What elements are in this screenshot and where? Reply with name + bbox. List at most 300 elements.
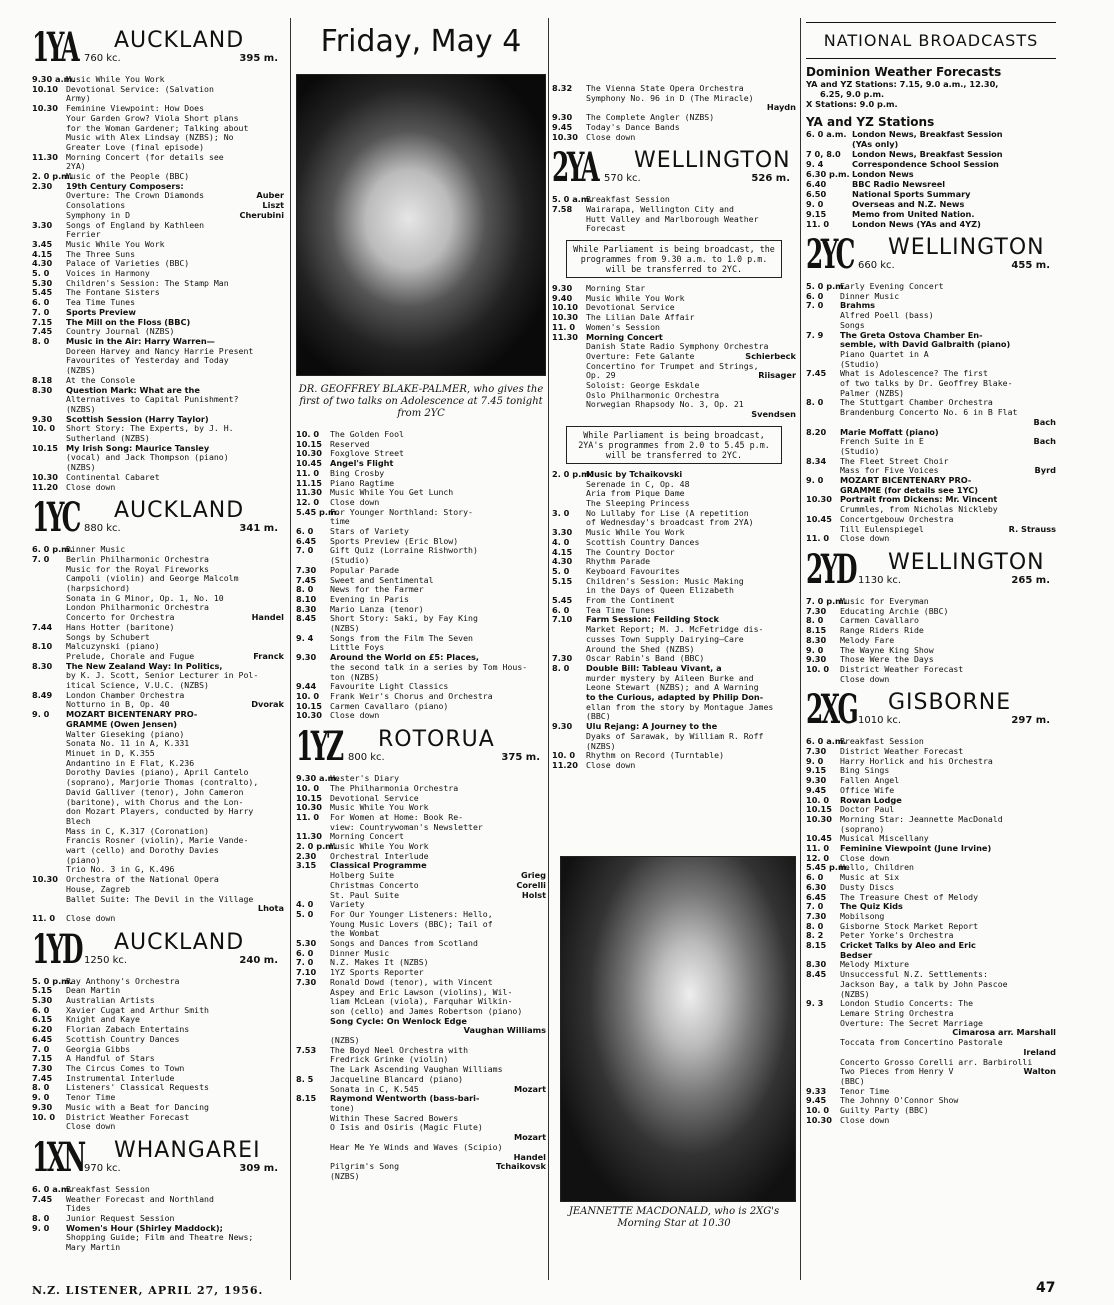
programme-line bbox=[32, 230, 284, 240]
programme-line bbox=[806, 476, 1056, 486]
programme-line bbox=[296, 939, 546, 949]
programme-title: Greater Love (final episode) bbox=[66, 142, 205, 152]
programme-line bbox=[806, 301, 1056, 311]
programme-title: The Philharmonia Orchestra bbox=[330, 783, 459, 793]
programme-time: 9.45 bbox=[806, 785, 827, 795]
programme-time: 7.45 bbox=[32, 1073, 53, 1083]
programme-title: Concertino for Trumpet and Strings, bbox=[586, 361, 759, 371]
programme-time: 10. 0 bbox=[296, 430, 320, 439]
programme-title: Ballet Suite: The Devil in the Village bbox=[66, 894, 254, 904]
programme-title: The Complete Angler (NZBS) bbox=[586, 113, 715, 123]
programme-line bbox=[806, 340, 1056, 350]
programme-line bbox=[806, 428, 1056, 438]
programme-line bbox=[296, 881, 546, 891]
portrait-photo-macdonald bbox=[560, 856, 796, 1202]
programme-title: Piano Quartet in A bbox=[840, 349, 929, 359]
programme-title: Sonata in G Minor, Op. 1, No. 10 bbox=[66, 593, 224, 603]
programme-title: The Fontane Sisters bbox=[66, 288, 160, 298]
programme-line bbox=[296, 1055, 546, 1065]
programme-line bbox=[806, 912, 1056, 922]
programme-line bbox=[296, 488, 546, 498]
programme-time: 11. 0 bbox=[296, 812, 320, 822]
programme-title: 2YA) bbox=[66, 162, 86, 172]
programme-line bbox=[296, 784, 546, 794]
programme-line bbox=[552, 518, 796, 528]
national-broadcasts-heading: NATIONAL BROADCASTS bbox=[806, 22, 1056, 59]
programme-line bbox=[552, 294, 796, 304]
programme-title: Close down bbox=[840, 674, 890, 684]
programme-line bbox=[806, 960, 1056, 970]
programme-line bbox=[32, 376, 284, 386]
programme-title: Overture: The Secret Marriage bbox=[840, 1018, 983, 1028]
station-frequency: 660 kc. bbox=[858, 260, 895, 271]
station-wavelength: 395 m. bbox=[239, 53, 278, 64]
programme-line bbox=[806, 466, 1056, 476]
programme-line bbox=[32, 1103, 284, 1113]
programme-line bbox=[32, 211, 284, 221]
programme-time: 8.30 bbox=[32, 385, 53, 395]
programme-time: 10.15 bbox=[32, 443, 58, 453]
notice-box: While Parliament is being broadcast, 2YA's programmes from 2.0 to 5.45 p.m. will be transferred to 2YC. bbox=[566, 426, 782, 464]
programme-title: Today's Dance Bands bbox=[586, 122, 680, 132]
programme-title: Hans Hotter (baritone) bbox=[66, 622, 175, 632]
programme-line bbox=[806, 369, 1056, 379]
programme-line bbox=[552, 205, 796, 215]
programme-line bbox=[32, 172, 284, 182]
programme-line bbox=[32, 768, 284, 778]
programme-title: Christmas Concerto bbox=[330, 880, 419, 890]
programme-title: murder mystery by Aileen Burke and bbox=[586, 673, 754, 683]
programme-title: Songs and Dances from Scotland bbox=[330, 939, 478, 949]
programme-line bbox=[32, 865, 284, 875]
programme-line bbox=[806, 893, 1056, 903]
programme-line bbox=[552, 645, 796, 655]
day-heading: Friday, May 4 bbox=[320, 24, 522, 59]
programme-line bbox=[552, 470, 796, 480]
programme-line bbox=[296, 1085, 546, 1095]
programme-line bbox=[296, 1123, 546, 1133]
programme-time: 5. 0 bbox=[32, 269, 50, 279]
programme-line bbox=[32, 85, 284, 95]
national-title: Correspondence School Session bbox=[852, 159, 999, 169]
programme-title: Morning Star bbox=[586, 284, 646, 294]
programme-line bbox=[552, 499, 796, 509]
programme-line bbox=[32, 356, 284, 366]
programme-time: 11. 0 bbox=[552, 322, 576, 332]
programme-line bbox=[552, 113, 796, 123]
programme-title: Consolations bbox=[66, 201, 126, 211]
programme-line bbox=[296, 585, 546, 595]
programme-title: London Chamber Orchestra bbox=[66, 690, 185, 700]
programme-title: Breakfast Session bbox=[840, 737, 924, 747]
programme-title: Palace of Varieties (BBC) bbox=[66, 259, 190, 269]
programme-line bbox=[806, 655, 1056, 665]
programme-line bbox=[806, 951, 1056, 961]
composer-name: Auber bbox=[256, 191, 284, 201]
programme-time: 2.30 bbox=[32, 181, 53, 191]
programme-title: Close down bbox=[586, 760, 636, 770]
composer-name: Svendsen bbox=[751, 410, 796, 420]
programme-time: 5.45 bbox=[32, 288, 53, 298]
programme-line bbox=[806, 805, 1056, 815]
composer-name: Bach bbox=[1033, 437, 1056, 447]
programme-title: O Isis and Osiris (Magic Flute) bbox=[330, 1123, 483, 1133]
programme-title: Alfred Poell (bass) bbox=[840, 311, 934, 321]
programme-title: Minuet in D, K.355 bbox=[66, 749, 155, 758]
programme-time: 3.45 bbox=[32, 239, 53, 249]
programme-line bbox=[552, 284, 796, 294]
programme-title: Breakfast Session bbox=[586, 195, 670, 205]
station-call-sign: 1YZ bbox=[296, 723, 342, 771]
programme-title: Favourites of Yesterday and Today bbox=[66, 356, 229, 366]
station-call-sign: 2YA bbox=[552, 144, 598, 192]
programme-title: Those Were the Days bbox=[840, 655, 934, 665]
programme-line bbox=[552, 103, 796, 113]
programme-title: Leone Stewart (NZBS); and A Warning bbox=[586, 683, 759, 693]
programme-line bbox=[32, 201, 284, 211]
column-rule-1 bbox=[290, 18, 291, 1280]
programme-title: Ronald Dowd (tenor), with Vincent bbox=[330, 977, 493, 987]
programme-line bbox=[32, 817, 284, 827]
programme-time: 10.30 bbox=[552, 132, 578, 142]
programme-time: 9. 4 bbox=[296, 633, 314, 643]
programme-title: tone) bbox=[330, 1104, 355, 1113]
programme-line bbox=[296, 891, 546, 901]
programme-line bbox=[552, 215, 796, 225]
programme-title: N.Z. Makes It (NZBS) bbox=[330, 958, 429, 968]
programme-title: Xavier Cugat and Arthur Smith bbox=[66, 1005, 209, 1015]
programme-line bbox=[806, 931, 1056, 941]
programme-title: Sports Preview (Eric Blow) bbox=[330, 536, 459, 546]
programme-line bbox=[806, 331, 1056, 341]
programme-line bbox=[806, 495, 1056, 505]
station-frequency: 760 kc. bbox=[84, 53, 121, 64]
programme-title: Double Bill: Tableau Vivant, a bbox=[586, 663, 722, 673]
programme-title: Listeners' Classical Requests bbox=[66, 1083, 209, 1093]
programme-time: 2.30 bbox=[296, 851, 317, 861]
programme-time: 6.20 bbox=[32, 1025, 53, 1035]
programme-time: 7.45 bbox=[296, 575, 317, 585]
programme-line bbox=[32, 759, 284, 769]
programme-line bbox=[806, 282, 1056, 292]
programme-title: Fredrick Grinke (violin) bbox=[330, 1055, 449, 1065]
programme-line bbox=[296, 449, 546, 459]
programme-title: Melody Mixture bbox=[840, 960, 910, 970]
programme-line bbox=[296, 566, 546, 576]
programme-title: MOZART BICENTENARY PRO- bbox=[840, 476, 972, 486]
programme-time: 11.30 bbox=[32, 152, 58, 162]
programme-line bbox=[32, 749, 284, 759]
programme-line bbox=[32, 395, 284, 405]
station-city: WHANGAREI bbox=[114, 1137, 261, 1163]
programme-title: (vocal) and Jack Thompson (piano) bbox=[66, 453, 229, 463]
national-lines bbox=[806, 129, 1056, 229]
programme-line bbox=[552, 333, 796, 343]
programme-line bbox=[32, 681, 284, 691]
programme-title: Bing Sings bbox=[840, 766, 890, 776]
programme-time: 5. 0 bbox=[552, 566, 570, 576]
programme-line bbox=[32, 788, 284, 798]
programme-line bbox=[296, 614, 546, 624]
programme-title: Francis Rosner (violin), Marie Vande- bbox=[66, 836, 249, 846]
programme-time: 4.30 bbox=[32, 259, 53, 269]
programme-line bbox=[806, 1048, 1056, 1058]
programme-title: Blech bbox=[66, 816, 91, 826]
programme-title: Educating Archie (BBC) bbox=[840, 606, 949, 616]
programme-title: Children's Session: Music Making bbox=[586, 576, 744, 586]
programme-title: Jacqueline Blancard (piano) bbox=[330, 1074, 464, 1084]
programme-title: Carmen Cavallaro bbox=[840, 616, 919, 626]
programme-title: Harry Horlick and his Orchestra bbox=[840, 756, 993, 766]
programme-title: Gift Quiz (Lorraine Rishworth) bbox=[330, 546, 478, 556]
programme-title: son (cello) and James Robertson (piano) bbox=[330, 1006, 523, 1016]
programme-line bbox=[806, 486, 1056, 496]
programme-title: The Golden Fool bbox=[330, 430, 404, 439]
programme-line bbox=[806, 747, 1056, 757]
programme-line bbox=[32, 613, 284, 623]
programme-line bbox=[806, 505, 1056, 515]
programme-title: The Boyd Neel Orchestra with bbox=[330, 1045, 469, 1055]
national-title: Memo from United Nation. bbox=[852, 209, 975, 219]
national-line bbox=[806, 189, 1056, 199]
programme-time: 5.30 bbox=[32, 278, 53, 288]
column-2 bbox=[296, 430, 546, 1182]
programme-title: Close down bbox=[840, 534, 890, 544]
programme-line bbox=[552, 577, 796, 587]
programme-line bbox=[32, 1243, 284, 1253]
programme-line bbox=[552, 195, 796, 205]
programme-title: Guilty Party (BBC) bbox=[840, 1106, 929, 1116]
programme-line bbox=[32, 574, 284, 584]
programme-line bbox=[806, 757, 1056, 767]
station-call-sign: 2YD bbox=[806, 545, 856, 593]
programme-line bbox=[296, 430, 546, 440]
programme-time: 4. 0 bbox=[552, 537, 570, 547]
programme-time: 7. 0 bbox=[32, 554, 50, 564]
national-time: 6.50 bbox=[806, 189, 827, 199]
programme-line bbox=[296, 1094, 546, 1104]
station-wavelength: 455 m. bbox=[1011, 260, 1050, 271]
programme-title: time bbox=[330, 517, 350, 527]
programme-title: Overture: Fete Galante bbox=[586, 351, 695, 361]
programme-line bbox=[32, 415, 284, 425]
programme-title: Young Music Lovers (BBC); Tail of bbox=[330, 919, 493, 929]
programme-line bbox=[806, 1038, 1056, 1048]
programme-line bbox=[552, 133, 796, 143]
programme-title: District Weather Forecast bbox=[840, 664, 964, 674]
programme-time: 9. 0 bbox=[32, 1223, 50, 1233]
programme-time: 2. 0 p.m. bbox=[552, 469, 593, 479]
composer-name: Bach bbox=[1033, 417, 1056, 427]
programme-line bbox=[32, 977, 284, 987]
programme-title: Music with a Beat for Dancing bbox=[66, 1102, 209, 1112]
programme-time: 8.10 bbox=[32, 642, 53, 652]
programme-line bbox=[32, 483, 284, 493]
programme-time: 5.30 bbox=[296, 939, 317, 949]
programme-time: 6. 0 a.m. bbox=[806, 737, 847, 747]
programme-line bbox=[806, 863, 1056, 873]
composer-name: Haydn bbox=[766, 103, 796, 113]
programme-title: For Younger Northland: Story- bbox=[330, 507, 473, 517]
programme-line bbox=[296, 852, 546, 862]
programme-title: Dean Martin bbox=[66, 986, 121, 996]
programme-time: 9. 0 bbox=[806, 645, 824, 655]
programme-line bbox=[552, 732, 796, 742]
programme-title: The Lark Ascending Vaughan Williams bbox=[330, 1065, 503, 1075]
programme-title: What is Adolescence? The first bbox=[840, 369, 988, 379]
national-line bbox=[806, 149, 1056, 159]
programme-title: (piano) bbox=[66, 855, 101, 865]
programme-title: Symphony No. 96 in D (The Miracle) bbox=[586, 93, 754, 103]
composer-name: Walton bbox=[1023, 1067, 1056, 1077]
programme-line bbox=[806, 776, 1056, 786]
programme-time: 10.30 bbox=[806, 814, 832, 824]
programme-line bbox=[32, 623, 284, 633]
programme-time: 9.45 bbox=[806, 1096, 827, 1106]
programme-time: 6. 0 bbox=[32, 298, 50, 308]
programme-title: Feminine Viewpoint: How Does bbox=[66, 104, 205, 114]
programme-title: Bing Crosby bbox=[330, 468, 385, 478]
column-1 bbox=[32, 22, 284, 1253]
programme-line bbox=[552, 635, 796, 645]
programme-line bbox=[32, 798, 284, 808]
programme-title: From the Continent bbox=[586, 596, 675, 606]
programme-line bbox=[32, 594, 284, 604]
programme-title: Jackson Bay, a talk by John Pascoe bbox=[840, 979, 1008, 989]
programme-title: Favourite Light Classics bbox=[330, 682, 449, 692]
programme-line bbox=[806, 534, 1056, 544]
programme-title: Tea Time Tunes bbox=[586, 605, 656, 615]
column-3 bbox=[552, 84, 796, 771]
programme-time: 6. 0 bbox=[552, 605, 570, 615]
programme-line bbox=[552, 625, 796, 635]
programme-title: Music with Alex Lindsay (NZBS); No bbox=[66, 133, 234, 143]
programme-line bbox=[32, 337, 284, 347]
programme-time: 4.15 bbox=[552, 547, 573, 557]
programme-title: itical Science, V.U.C. (NZBS) bbox=[66, 681, 209, 691]
programme-line bbox=[32, 807, 284, 817]
programme-line bbox=[32, 463, 284, 473]
programme-title: Music While You Get Lunch bbox=[330, 488, 454, 498]
programme-title: Hello, Children bbox=[840, 863, 914, 873]
programme-title: The Mill on the Floss (BBC) bbox=[66, 317, 191, 327]
programme-title: Farm Session: Feilding Stock bbox=[586, 615, 720, 625]
programme-line bbox=[552, 712, 796, 722]
programme-title: Your Garden Grow? Viola Short plans bbox=[66, 113, 239, 123]
programme-line bbox=[32, 565, 284, 575]
programme-title: Country Journal (NZBS) bbox=[66, 327, 175, 337]
programme-title: Scottish Session (Harry Taylor) bbox=[66, 414, 209, 424]
programme-time: 12. 0 bbox=[296, 497, 320, 507]
programme-time: 6.15 bbox=[32, 1015, 53, 1025]
station-header bbox=[552, 146, 796, 192]
programme-time: 12. 0 bbox=[806, 853, 830, 863]
programme-line bbox=[32, 914, 284, 924]
national-time: 6.30 p.m. bbox=[806, 169, 850, 179]
programme-title: (NZBS) bbox=[586, 741, 616, 751]
programme-time: 3. 0 bbox=[552, 508, 570, 518]
programme-line bbox=[806, 786, 1056, 796]
station-wavelength: 526 m. bbox=[751, 173, 790, 185]
programme-time: 8.49 bbox=[32, 690, 53, 700]
programme-line bbox=[806, 941, 1056, 951]
programme-line bbox=[806, 1087, 1056, 1097]
programme-time: 7.45 bbox=[32, 327, 53, 337]
programme-time: 2. 0 p.m. bbox=[32, 172, 73, 182]
programme-title: for the Woman Gardener; Talking about bbox=[66, 123, 249, 133]
programme-line bbox=[806, 1077, 1056, 1087]
programme-time: 7.45 bbox=[32, 1194, 53, 1204]
programme-time: 10.30 bbox=[296, 803, 322, 813]
programme-time: 6.45 bbox=[806, 892, 827, 902]
programme-line bbox=[296, 682, 546, 692]
programme-title: Aspey and Eric Lawson (violins), Wil- bbox=[330, 987, 513, 997]
programme-time: 10. 0 bbox=[32, 424, 56, 434]
composer-name: Byrd bbox=[1034, 466, 1056, 476]
programme-line bbox=[32, 347, 284, 357]
programme-time: 8. 5 bbox=[296, 1074, 314, 1084]
programme-time: 8.30 bbox=[806, 960, 827, 970]
station-header bbox=[32, 26, 284, 72]
programme-line bbox=[296, 711, 546, 721]
programme-time: 7. 0 bbox=[806, 902, 824, 912]
programme-line bbox=[32, 1204, 284, 1214]
programme-title: Close down bbox=[840, 853, 890, 863]
national-line bbox=[806, 129, 1056, 139]
programme-title: The Quiz Kids bbox=[840, 902, 903, 912]
programme-line bbox=[296, 1133, 546, 1143]
programme-line bbox=[552, 615, 796, 625]
programme-title: Bedser bbox=[840, 950, 873, 960]
programme-time: 8.15 bbox=[806, 626, 827, 636]
programme-title: Doctor Paul bbox=[840, 805, 895, 815]
national-line bbox=[806, 139, 1056, 149]
programme-title: Unsuccessful N.Z. Settlements: bbox=[840, 970, 988, 980]
programme-time: 11. 0 bbox=[806, 534, 830, 544]
weather-lines bbox=[806, 79, 1056, 109]
programme-title: The Wayne King Show bbox=[840, 645, 934, 655]
programme-line bbox=[552, 683, 796, 693]
programme-title: The Fleet Street Choir bbox=[840, 456, 949, 466]
programme-title: Foxglove Street bbox=[330, 449, 404, 459]
programme-line bbox=[296, 1026, 546, 1036]
programme-time: 7.30 bbox=[296, 565, 317, 575]
programme-line bbox=[32, 885, 284, 895]
programme-line bbox=[32, 720, 284, 730]
programme-title: Morning Concert bbox=[586, 332, 663, 342]
programme-title: Australian Artists bbox=[66, 996, 155, 1006]
programme-line bbox=[32, 327, 284, 337]
national-line bbox=[806, 199, 1056, 209]
programme-time: 6.45 bbox=[32, 1034, 53, 1044]
programme-line bbox=[32, 182, 284, 192]
station-city: WELLINGTON bbox=[888, 549, 1045, 575]
programme-time: 6.45 bbox=[296, 536, 317, 546]
programme-title: Georgia Gibbs bbox=[66, 1044, 131, 1054]
programme-line bbox=[32, 642, 284, 652]
programme-line bbox=[32, 75, 284, 85]
programme-title: (BBC) bbox=[840, 1076, 865, 1086]
programme-time: 8. 0 bbox=[32, 1214, 50, 1224]
programme-line bbox=[552, 557, 796, 567]
programme-line bbox=[32, 1074, 284, 1084]
programme-title: the second talk in a series by Tom Hous- bbox=[330, 662, 528, 672]
programme-line bbox=[32, 191, 284, 201]
programme-line bbox=[806, 815, 1056, 825]
programme-line bbox=[806, 636, 1056, 646]
composer-name: Handel bbox=[251, 613, 284, 623]
programme-title: Piano Ragtime bbox=[330, 478, 395, 488]
